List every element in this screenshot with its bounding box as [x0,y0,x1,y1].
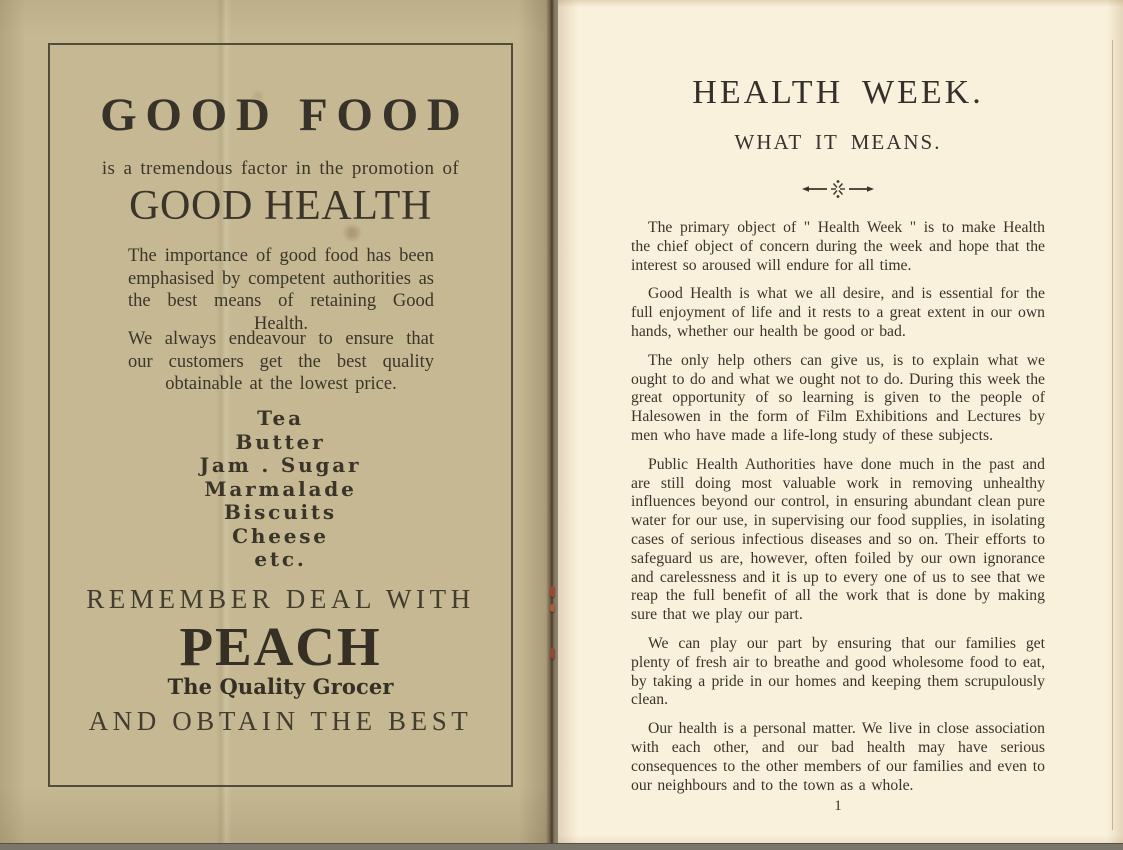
binding-stitch [550,648,555,659]
paragraph: Good Health is what we all desire, and is essential for the full enjoyment of life and it rests to a great extent in our own hands, whether our health be good or bad. [631,285,1045,340]
ad-paragraph-importance: The importance of good food has been emphasised by competent authorities as the best means of retaining Good Health. [128,246,434,334]
ad-lead-line: is a tremendous factor in the promotion of [101,158,460,179]
paragraph: The only help others can give us, is to explain what we ought to do and what we ought not to do. During this week the great opportunity of so learning is given to the people of Halesowen in the form of Film Exhibitions and Lectures by men who have made a life-long study of these subjects. [631,351,1045,444]
ad-remember-line: REMEMBER DEAL WITH [86,584,475,614]
right-page-content [631,0,1045,805]
ad-subtitle: GOOD HEALTH [129,183,432,229]
paragraph: Public Health Authorities have done much in the past and are still doing most valuable work in removing unhealthy influences beyond our control, in ensuring abundant clean pure water for our use, in supervising our food supplies, in isolating cases of serious infectious diseases and so on. Their efforts to safeguard us are, however, often foiled by our own ignorance and carelessness and it is up to every one of us to see that we reap the full benefit of all the work that is done by making sure that we play our part. [631,455,1045,624]
ad-paragraph-endeavour: We always endeavour to ensure that our customers get the best quality obtainable at the lowest price. [128,329,434,394]
body-text [631,219,1045,795]
ad-title: GOOD FOOD [100,89,470,141]
product-item: Biscuits [224,500,337,524]
paragraph: Our health is a personal matter. We live in close association with each other, and our bad health may have serious consequences to the other members of our families and even to our neighbours and to the town as a whole. [631,720,1045,794]
binding-stitch [550,586,555,597]
right-page-health-week [558,0,1123,845]
page-number: 1 [834,798,842,814]
book-spine [546,0,558,850]
paragraph: We can play our part by ensuring that our families get plenty of fresh air to breathe and good wholesome food to eat, by taking a pride in our homes and keeping them scrupulously clean. [631,634,1045,709]
page-edge-line [1112,40,1113,830]
scanner-edge-strip [0,843,1123,850]
ad-brand-name: PEACH [179,616,382,677]
printer-ornament-icon [801,177,875,201]
product-item: Cheese [232,523,329,548]
ad-border-frame [48,43,513,787]
ad-obtain-line: AND OBTAIN THE BEST [88,706,473,736]
product-item: etc. [254,547,307,571]
page-subtitle: WHAT IT MEANS. [734,130,942,154]
product-item: Marmalade [204,476,357,501]
product-item: Butter [235,429,326,454]
ad-brand-tagline: The Quality Grocer [167,674,394,699]
left-page-advert [0,0,552,845]
product-item: Jam . Sugar [199,453,362,477]
product-list [50,407,511,572]
binding-stitch [550,604,555,612]
paragraph: The primary object of " Health Week " is to make Health the chief object of concern during the week and hope that the interest so aroused will endure for all time. [631,219,1045,274]
page-title: HEALTH WEEK. [692,74,984,111]
product-item: Tea [257,406,304,430]
